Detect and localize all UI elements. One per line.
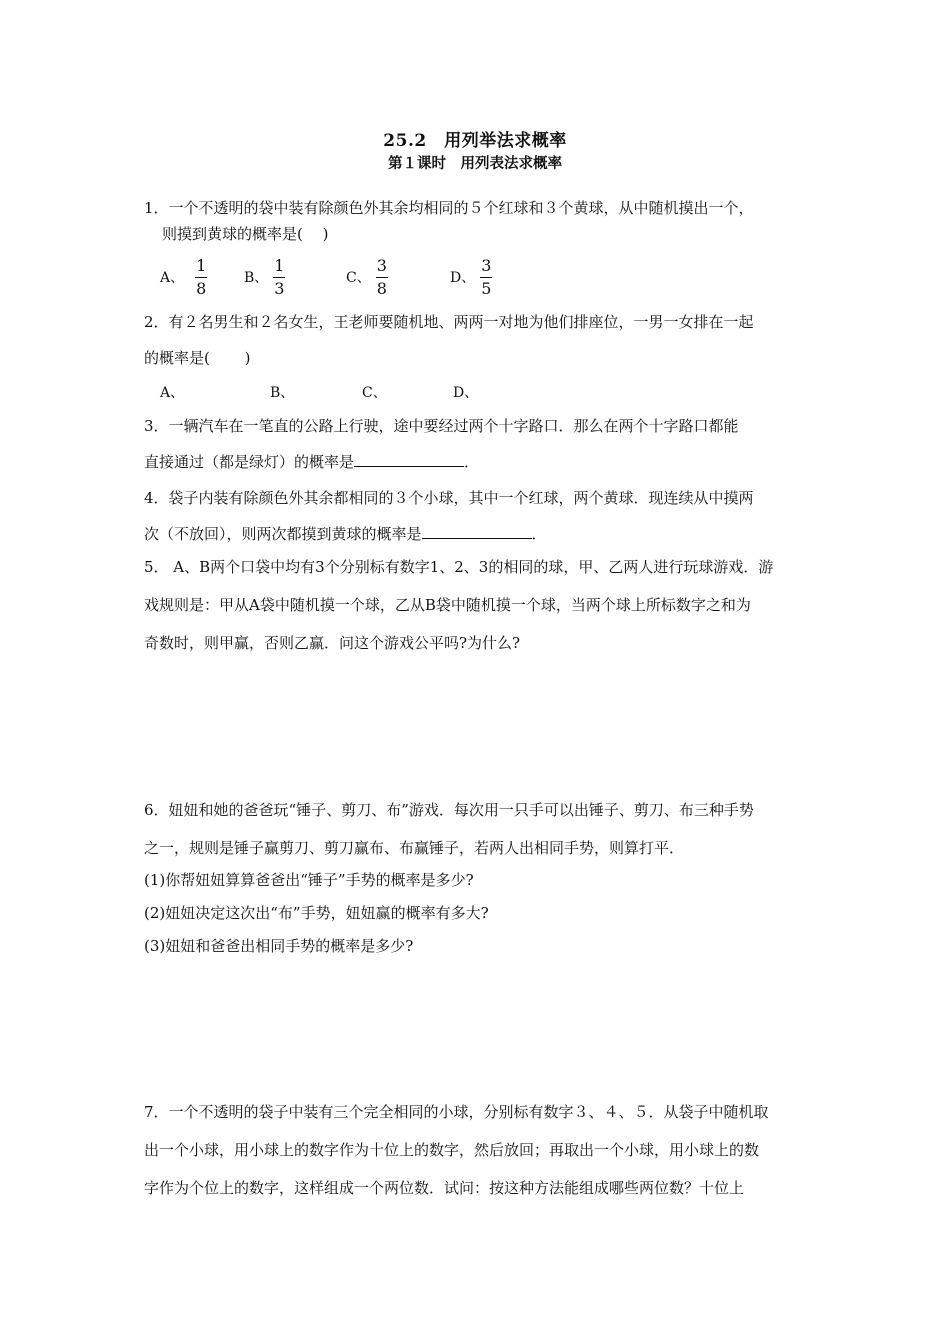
q4-answer-blank[interactable]: [422, 524, 532, 539]
fraction-denominator: 5: [481, 278, 492, 298]
q7-text-line2: 出一个小球，用小球上的数字作为十位上的数字，然后放回；再取出一个小球，用小球上的数: [144, 1141, 760, 1159]
q2-option-d: D、: [453, 385, 479, 401]
q5-text-line3: 奇数时，则甲赢，否则乙赢．问这个游戏公平吗?为什么?: [144, 634, 521, 652]
page-subtitle: 第１课时 用列表法求概率: [388, 155, 562, 172]
q3-text-line2: [144, 452, 479, 472]
q6-subquestion-1: (1)你帮妞妞算算爸爸出“锤子”手势的概率是多少?: [144, 871, 474, 889]
q1-text-line1: 1．一个不透明的袋中装有除颜色外其余均相同的５个红球和３个黄球，从中随机摸出一个，: [144, 199, 754, 217]
q6-subquestion-3: (3)妞妞和爸爸出相同手势的概率是多少?: [144, 937, 414, 955]
option-label: B、: [244, 270, 269, 286]
q3-text-line2-prefix: 直接通过（都是绿灯）的概率是: [144, 453, 355, 471]
q4-text-line2: [144, 524, 547, 544]
q3-answer-blank[interactable]: [354, 452, 464, 467]
fraction: [479, 257, 493, 298]
q2-text-line2: 的概率是( ): [144, 349, 251, 367]
q7-text-line1: 7．一个不透明的袋子中装有三个完全相同的小球，分别标有数字３、４、５．从袋子中随机取: [144, 1103, 769, 1121]
fraction-numerator: 3: [376, 255, 387, 275]
q5-text-line1: 5． A、B两个口袋中均有3个分别标有数字1、2、3的相同的球，甲、乙两人进行玩球游戏．游: [144, 558, 774, 576]
q3-text-line1: 3．一辆汽车在一笔直的公路上行驶，途中要经过两个十字路口．那么在两个十字路口都能: [144, 417, 739, 435]
q2-option-c: C、: [362, 385, 387, 401]
q2-text-line1: 2．有２名男生和２名女生，王老师要随机地、两两一对地为他们排座位，一男一女排在一起: [144, 313, 754, 331]
page-title: 25.2 用列举法求概率: [383, 131, 567, 151]
option-label: C、: [346, 270, 371, 286]
fraction-bar: [480, 277, 492, 278]
q4-text-line1: 4．袋子内装有除颜色外其余都相同的３个小球，其中一个红球，两个黄球．现连续从中摸两: [144, 489, 754, 507]
q1-options: [160, 254, 660, 300]
q1-option-c: [346, 254, 389, 300]
fraction-denominator: 8: [376, 278, 387, 298]
q2-option-a: A、: [160, 385, 185, 401]
fraction: [194, 257, 208, 298]
q5-text-line2: 戏规则是：甲从A袋中随机摸一个球，乙从B袋中随机摸一个球，当两个球上所标数字之和为: [144, 596, 751, 614]
fraction: [272, 257, 286, 298]
option-label: A、: [160, 270, 185, 286]
q1-option-b: [244, 254, 286, 300]
q2-option-b: B、: [270, 385, 295, 401]
q7-text-line3: 字作为个位上的数字，这样组成一个两位数．试问：按这种方法能组成哪些两位数？十位上: [144, 1179, 745, 1197]
fraction-numerator: 1: [196, 255, 207, 275]
fraction-bar: [195, 277, 207, 278]
q6-text-line2: 之一，规则是锤子赢剪刀、剪刀赢布、布赢锤子，若两人出相同手势，则算打平．: [144, 839, 685, 857]
q1-option-d: [450, 254, 493, 300]
q2-options: [160, 382, 560, 402]
fraction-bar: [376, 277, 388, 278]
fraction-denominator: 8: [196, 278, 207, 298]
q6-text-line1: 6．妞妞和她的爸爸玩“锤子、剪刀、布”游戏．每次用一只手可以出锤子、剪刀、布三种手势: [144, 801, 754, 819]
q3-text-line2-suffix: ．: [464, 453, 480, 471]
fraction-denominator: 3: [274, 278, 285, 298]
fraction-numerator: 3: [481, 255, 492, 275]
fraction: [375, 257, 389, 298]
option-label: D、: [450, 270, 476, 286]
q6-subquestion-2: (2)妞妞决定这次出“布”手势，妞妞赢的概率有多大?: [144, 904, 489, 922]
q4-text-line2-suffix: ．: [531, 525, 547, 543]
fraction-bar: [273, 277, 285, 278]
q1-text-line2: 则摸到黄球的概率是( ): [162, 225, 329, 243]
fraction-numerator: 1: [274, 255, 285, 275]
q4-text-line2-prefix: 次（不放回），则两次都摸到黄球的概率是: [144, 525, 422, 543]
q1-option-a: [160, 254, 208, 300]
